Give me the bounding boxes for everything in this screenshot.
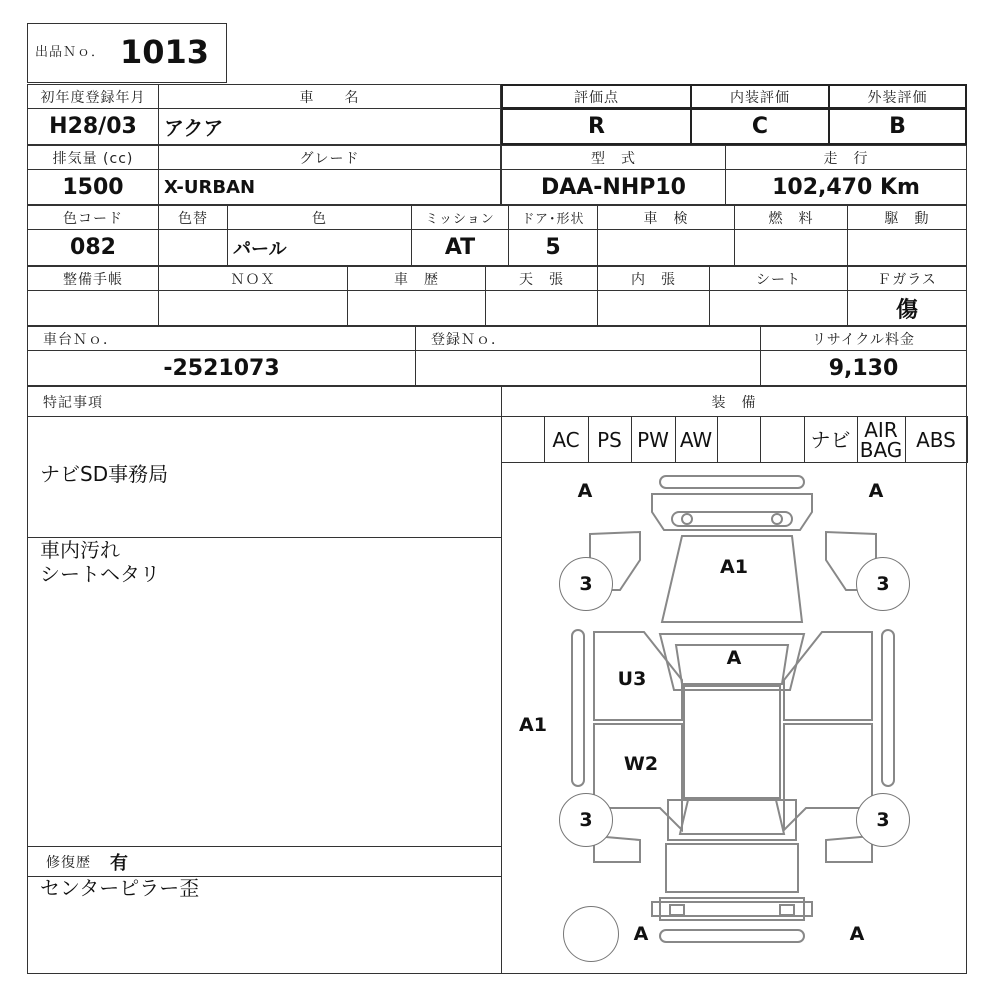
score-label: 評価点 — [574, 89, 619, 106]
right-headlight — [772, 514, 782, 524]
mark-top-left: A — [577, 480, 593, 502]
left-taillight — [670, 905, 684, 915]
special-text: ナビSD事務局 — [40, 462, 169, 486]
exterior-value: B — [889, 114, 906, 139]
front-bumper-top — [660, 476, 804, 488]
seat-label: シート — [756, 271, 801, 288]
tire-rear-left: 3 — [559, 793, 613, 847]
door-label: ドア･形状 — [521, 212, 585, 227]
door-value: 5 — [545, 235, 561, 260]
mark-bottom-right: A — [849, 923, 865, 945]
regno-label: 登録Ｎｏ． — [431, 331, 506, 348]
mileage-value: 102,470 Km — [772, 174, 920, 200]
repair-divider-top — [27, 846, 502, 847]
interior-value: C — [751, 114, 769, 139]
recolor-label: 色替 — [178, 210, 208, 227]
fuel-label: 燃 料 — [768, 210, 814, 227]
mark-hood: A1 — [720, 556, 748, 578]
reg-label: 初年度登録年月 — [40, 89, 146, 106]
equipment-item — [501, 416, 544, 463]
interior-notes-text: 車内汚れ シートヘタリ — [40, 538, 160, 586]
cc-label: 排気量 (cc) — [52, 150, 134, 167]
color-value: パール — [233, 238, 287, 260]
nox-value-cell — [158, 290, 348, 326]
equipment-item — [760, 416, 804, 463]
name-label: 車 名 — [299, 89, 360, 106]
maint-value-cell — [27, 290, 159, 326]
roof — [684, 686, 780, 798]
chassis-label: 車台Ｎｏ． — [43, 331, 118, 348]
name-value: アクア — [164, 116, 224, 140]
mark-bottom-left: A — [633, 923, 649, 945]
equipment-item: PS — [597, 427, 622, 452]
chassis-value: -2521073 — [163, 355, 280, 381]
rear-bumper-bottom — [660, 930, 804, 942]
mark-side: A1 — [519, 714, 547, 736]
equipment-item — [717, 416, 760, 463]
equipment-item: ABS — [916, 427, 956, 452]
mileage-label: 走 行 — [823, 150, 869, 167]
exterior-label: 外装評価 — [867, 89, 928, 106]
color-label: 色 — [312, 210, 327, 227]
mark-u3: U3 — [617, 668, 647, 690]
car-diagram — [502, 462, 966, 973]
drive-label: 駆 動 — [884, 210, 930, 227]
colorcode-value: 082 — [70, 235, 116, 260]
right-side-sill — [882, 630, 894, 786]
inspection-value — [597, 229, 735, 266]
mark-w2: W2 — [623, 753, 659, 775]
tire-rear-right: 3 — [856, 793, 910, 847]
nox-label: ＮＯＸ — [230, 271, 276, 288]
history-label: 車 歴 — [394, 271, 439, 288]
special-label: 特記事項 — [43, 394, 103, 411]
hood — [662, 536, 802, 622]
left-headlight — [682, 514, 692, 524]
score-value: R — [588, 114, 605, 139]
right-taillight — [780, 905, 794, 915]
roof-value-cell — [485, 290, 598, 326]
repair-label: 修復歴 — [46, 855, 91, 871]
mission-value: AT — [444, 235, 476, 260]
repair-text: センターピラー歪 — [40, 876, 200, 900]
tire-front-left: 3 — [559, 557, 613, 611]
trunk — [666, 844, 798, 892]
recycle-label: リサイクル料金 — [811, 331, 916, 348]
cc-value: 1500 — [62, 174, 124, 200]
maint-label: 整備手帳 — [63, 271, 123, 288]
fglass-label: Ｆガラス — [877, 271, 937, 288]
mark-top-right: A — [868, 480, 884, 502]
equipment-item: AC — [552, 427, 580, 452]
rear-window — [680, 800, 784, 834]
colorcode-label: 色コード — [63, 210, 123, 227]
spare-tire — [563, 906, 619, 962]
lot-label: 出品Ｎｏ． — [35, 44, 106, 60]
inner-value-cell — [597, 290, 710, 326]
history-value-cell — [347, 290, 486, 326]
reg-value: H28/03 — [49, 114, 137, 139]
mission-label: ミッション — [425, 212, 495, 227]
model-value: DAA-NHP10 — [540, 174, 686, 200]
lot-number: 1013 — [120, 33, 210, 71]
drive-value — [847, 229, 967, 266]
regno-value — [415, 350, 761, 386]
equipment-item: AIR BAG — [859, 417, 903, 462]
equipment-label: 装 備 — [711, 394, 757, 411]
tire-front-right: 3 — [856, 557, 910, 611]
equipment-item: AW — [679, 427, 713, 452]
recycle-value: 9,130 — [828, 355, 899, 381]
grade-label: グレード — [299, 150, 360, 167]
roof-label: 天 張 — [519, 271, 564, 288]
fuel-value — [734, 229, 848, 266]
seat-value-cell — [709, 290, 848, 326]
repair-value: 有 — [110, 853, 128, 874]
model-label: 型 式 — [591, 150, 636, 167]
interior-label: 内装評価 — [730, 89, 790, 106]
equipment-item: PW — [637, 427, 669, 452]
mark-windshield: A — [726, 647, 742, 669]
recolor-value — [158, 229, 228, 266]
grade-value: X-URBAN — [164, 176, 256, 198]
inner-label: 内 張 — [631, 271, 676, 288]
equipment-item: ナビ — [810, 427, 851, 452]
left-side-sill — [572, 630, 584, 786]
right-front-door — [784, 632, 872, 720]
inspection-label: 車 検 — [643, 210, 689, 227]
fglass-value: 傷 — [895, 297, 918, 323]
